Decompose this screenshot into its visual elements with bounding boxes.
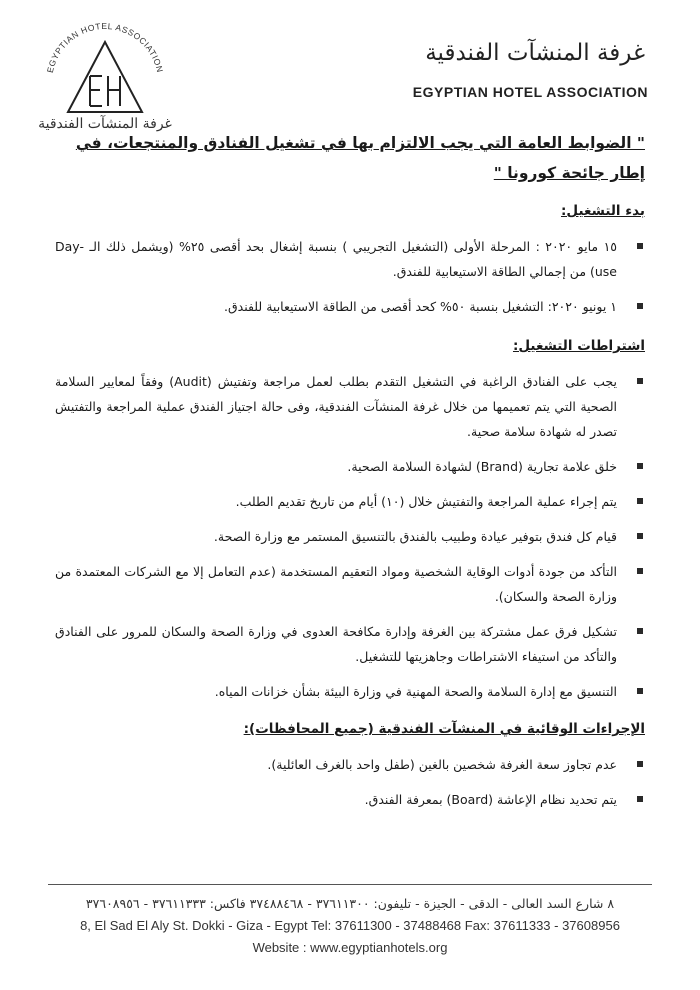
list-item xyxy=(55,679,645,704)
section-heading: بدء التشغيل: xyxy=(561,203,645,219)
list-item xyxy=(55,619,645,669)
document-title: " الضوابط العامة التي يجب الالتزام بها في تشغيل الفنادق والمنتجعات، في إطار جائحة كورونا " xyxy=(75,134,645,182)
bullet-list xyxy=(55,752,645,812)
list-item-text: التأكد من جودة أدوات الوقاية الشخصية ومواد التعقيم المستخدمة (عدم التعامل إلا مع الشركات المعتمدة من وزارة الصحة والسكان). xyxy=(55,564,617,604)
association-logo xyxy=(30,20,180,140)
logo-arc-text: EGYPTIAN HOTEL ASSOCIATION xyxy=(44,20,166,74)
list-item xyxy=(55,787,645,812)
list-item xyxy=(55,234,645,284)
list-item xyxy=(55,454,645,479)
organization-name-english: EGYPTIAN HOTEL ASSOCIATION xyxy=(412,84,648,100)
section-heading: الإجراءات الوقائية في المنشآت الفندقية (جميع المحافظات): xyxy=(243,721,645,737)
list-item-text: قيام كل فندق بتوفير عيادة وطبيب بالفندق بالتنسيق المستمر مع وزارة الصحة. xyxy=(213,529,617,544)
list-item-text: يجب على الفنادق الراغبة في التشغيل التقدم بطلب لعمل مراجعة وتفتيش (Audit) وفقاً لمعايير السلامة الصحية التي يتم تعميمها من خلال غرفة المنشآت الفندقية، وفى حالة اجتياز الفندق عملية المراجعة والتفتيش تصدر له شهادة سلامة صحية. xyxy=(55,374,617,439)
bullet-list xyxy=(55,369,645,704)
bullet-square-icon xyxy=(637,688,643,694)
list-item-text: يتم إجراء عملية المراجعة والتفتيش خلال (١٠) أيام من تاريخ تقديم الطلب. xyxy=(235,494,617,509)
page-footer xyxy=(60,893,640,959)
section-preventive-measures xyxy=(55,718,645,812)
list-item-text: عدم تجاوز سعة الغرفة شخصين بالغين (طفل واحد بالغرف العائلية). xyxy=(267,757,617,772)
bullet-square-icon xyxy=(637,761,643,767)
footer-website: Website : www.egyptianhotels.org xyxy=(252,940,448,955)
list-item xyxy=(55,489,645,514)
bullet-square-icon xyxy=(637,303,643,309)
section-operation-requirements xyxy=(55,335,645,704)
bullet-square-icon xyxy=(637,243,643,249)
section-heading: اشتراطات التشغيل: xyxy=(512,338,645,354)
svg-text:EGYPTIAN HOTEL ASSOCIATION xyxy=(45,21,165,74)
list-item xyxy=(55,369,645,444)
list-item-text: ١٥ مايو ٢٠٢٠ : المرحلة الأولى (التشغيل التجريبي ) بنسبة إشغال بحد أقصى ٢٥% (ويشمل ذلك الـ Day-use) من إجمالي الطاقة الاستيعابية للفندق. xyxy=(55,239,617,279)
bullet-square-icon xyxy=(637,463,643,469)
bullet-square-icon xyxy=(637,378,643,384)
list-item-text: التنسيق مع إدارة السلامة والصحة المهنية في وزارة البيئة بشأن خزانات المياه. xyxy=(214,684,617,699)
bullet-square-icon xyxy=(637,796,643,802)
logo-caption-arabic: غرفة المنشآت الفندقية xyxy=(38,116,172,132)
list-item xyxy=(55,524,645,549)
bullet-square-icon xyxy=(637,628,643,634)
logo-emblem-icon xyxy=(30,20,180,120)
list-item-text: تشكيل فرق عمل مشتركة بين الغرفة وإدارة مكافحة العدوى في وزارة الصحة والسكان للمرور على الفنادق والتأكد من استيفاء الاشتراطات وجاهزيتها للتشغيل. xyxy=(55,624,617,664)
list-item-text: يتم تحديد نظام الإعاشة (Board) بمعرفة الفندق. xyxy=(364,792,617,807)
bullet-square-icon xyxy=(637,533,643,539)
bullet-square-icon xyxy=(637,568,643,574)
list-item-text: ١ يونيو ٢٠٢٠: التشغيل بنسبة ٥٠% كحد أقصى من الطاقة الاستيعابية للفندق. xyxy=(223,299,617,314)
list-item-text: خلق علامة تجارية (Brand) لشهادة السلامة الصحية. xyxy=(347,459,617,474)
list-item xyxy=(55,294,645,319)
bullet-list xyxy=(55,234,645,319)
list-item xyxy=(55,752,645,777)
footer-address-arabic: ٨ شارع السد العالى - الدقى - الجيزة - تليفون: ٣٧٦١١٣٠٠ - ٣٧٤٨٨٤٦٨ فاكس: ٣٧٦١١٣٣٣ - ٣٧٦٠٨٩٥٦ xyxy=(85,896,615,911)
footer-address-english: 8, El Sad El Aly St. Dokki - Giza - Egypt Tel: 37611300 - 37488468 Fax: 37611333 - 37608956 xyxy=(80,918,620,933)
bullet-square-icon xyxy=(637,498,643,504)
section-start-operation xyxy=(55,200,645,319)
list-item xyxy=(55,559,645,609)
document-body xyxy=(55,128,645,822)
footer-divider xyxy=(48,884,652,885)
organization-name-arabic: غرفة المنشآت الفندقية xyxy=(425,40,645,66)
